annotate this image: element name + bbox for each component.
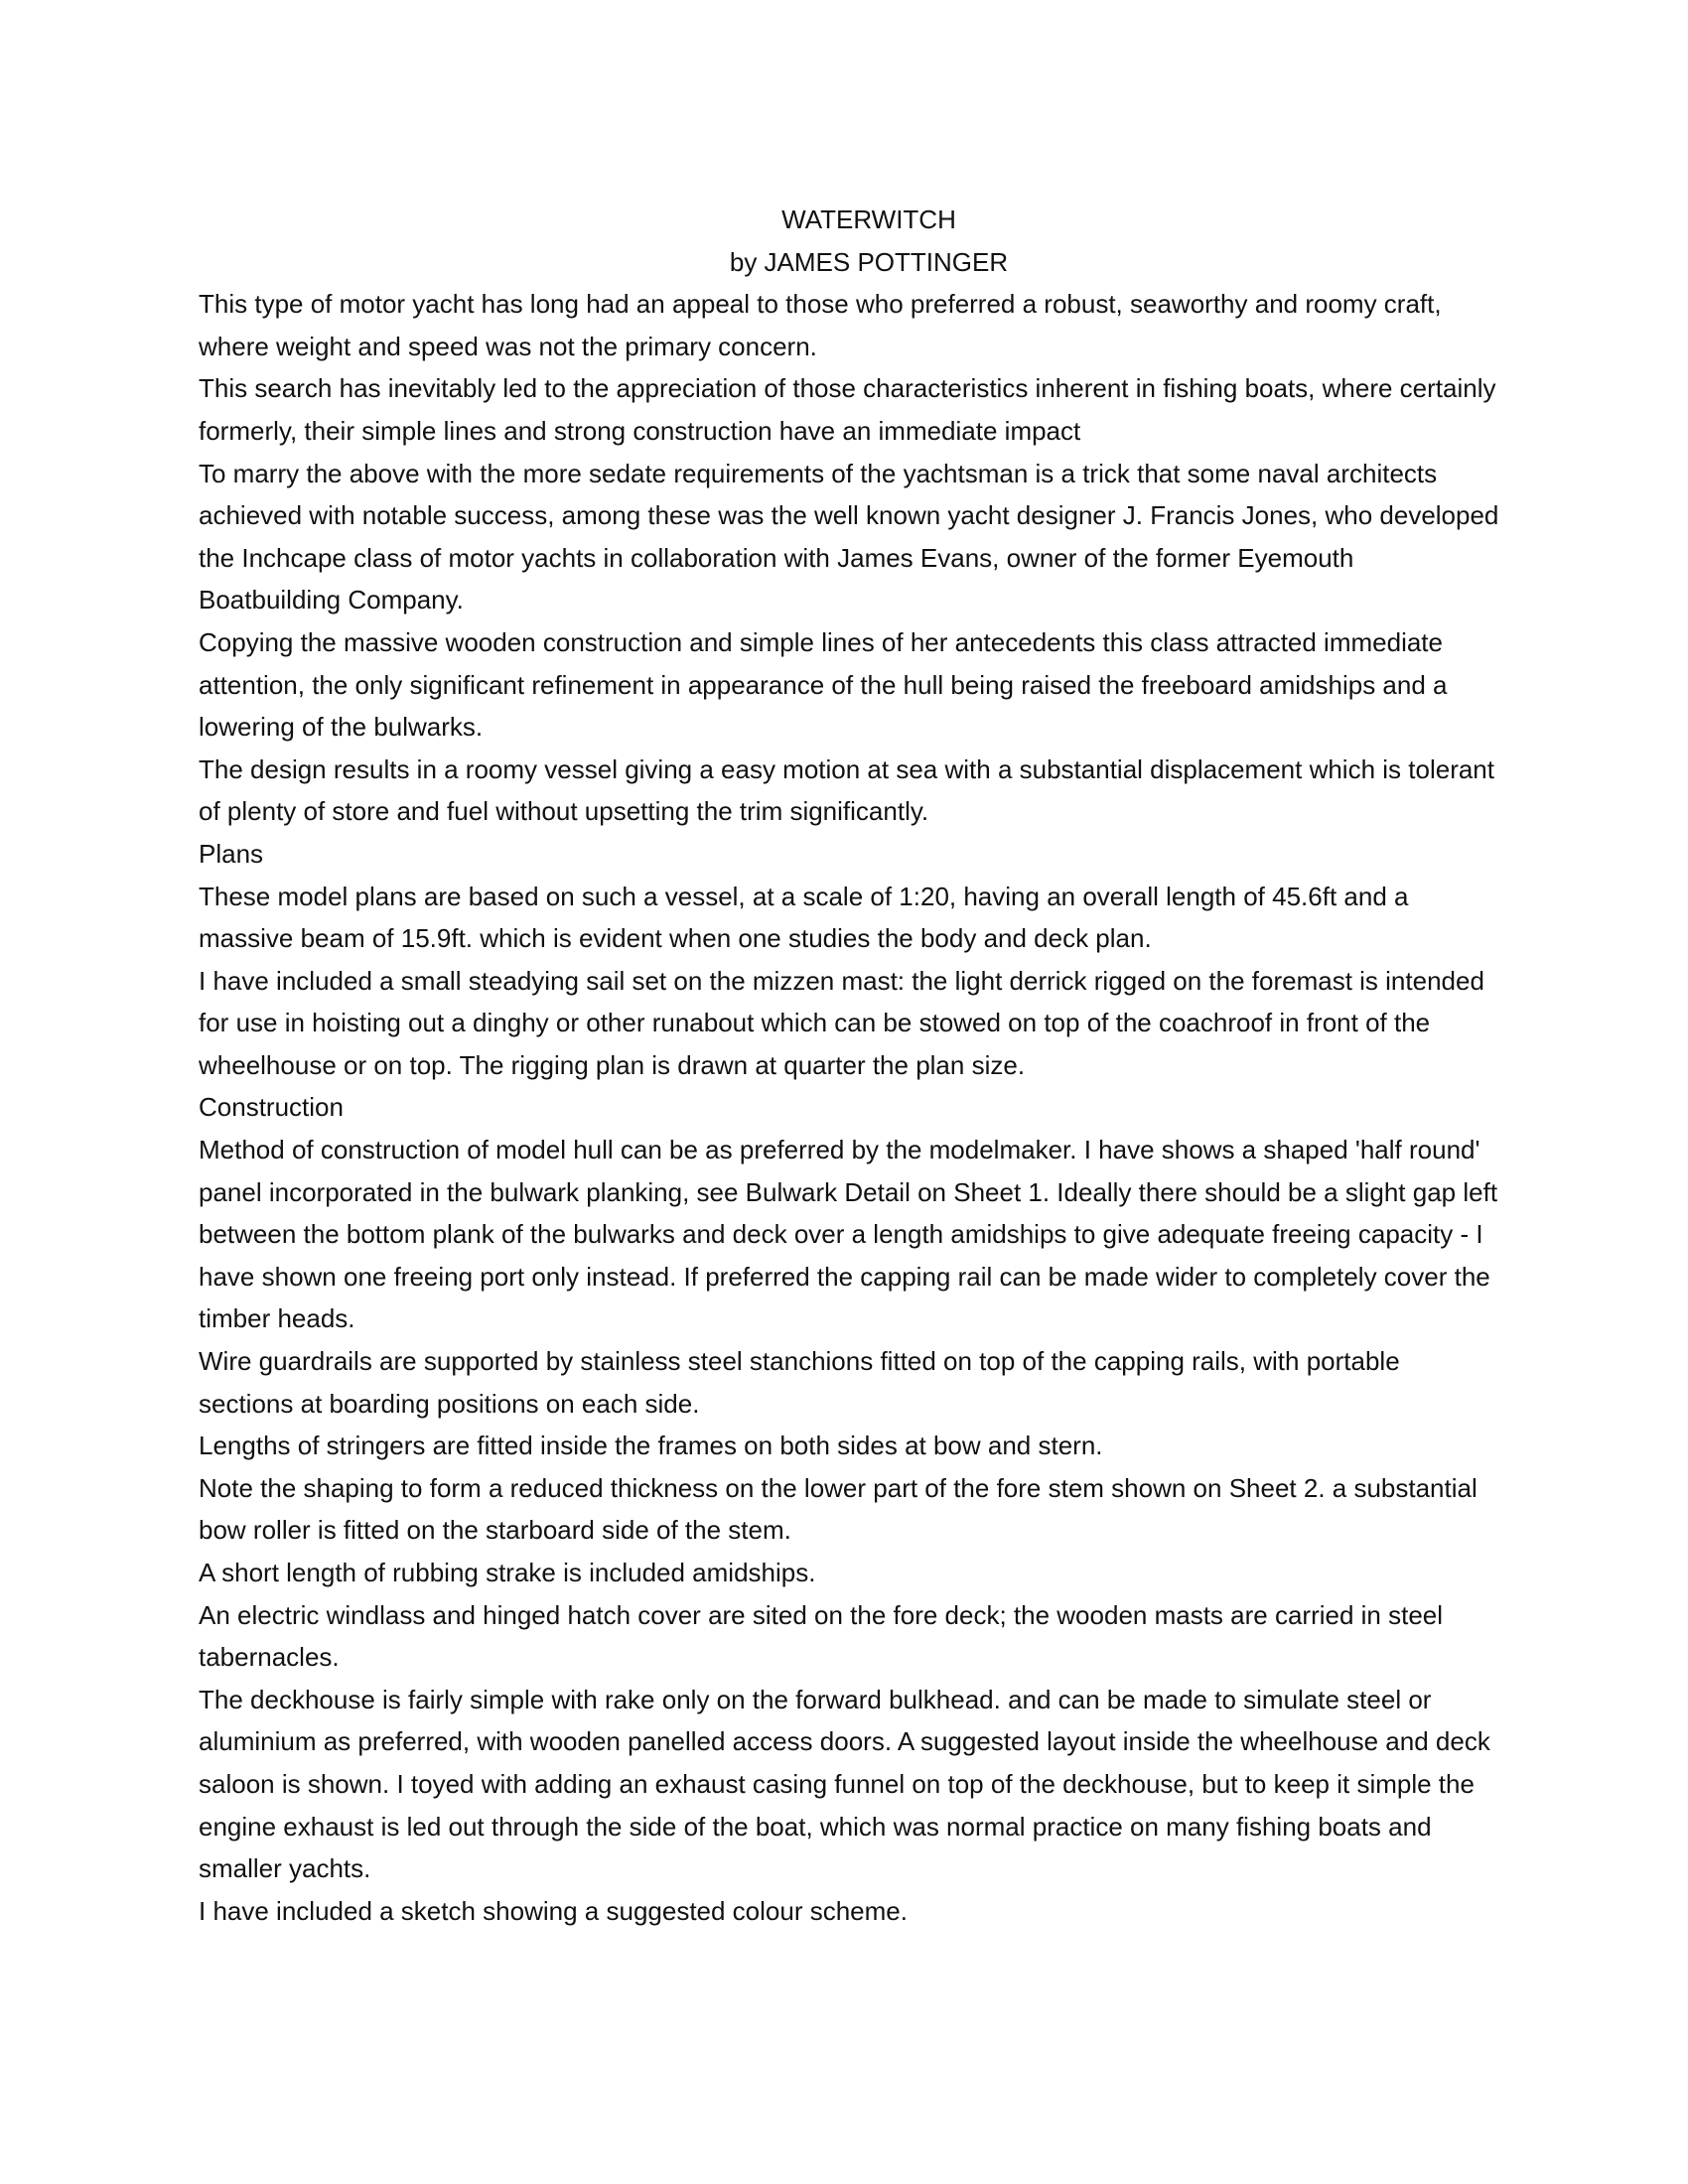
document-title: WATERWITCH — [781, 205, 956, 234]
paragraph-windlass: An electric windlass and hinged hatch cover are sited on the fore deck; the wooden masts are carried in steel tabernacles. — [199, 1599, 1444, 1673]
paragraph-antecedents: Copying the massive wooden construction and simple lines of her antecedents this class attracted immediate attention, the only significant refinement in appearance of the hull being raised the freeboard amidships and a lowering of the bulwarks. — [199, 626, 1448, 743]
paragraph-colour-scheme: I have included a sketch showing a suggested colour scheme. — [199, 1895, 908, 1926]
paragraph-fishing-boats: This search has inevitably led to the appreciation of those characteristics inherent in fishing boats, where certainly formerly, their simple lines and strong construction have an immediate impact — [199, 373, 1496, 446]
paragraph-inchcape-class: To marry the above with the more sedate requirements of the yachtsman is a trick that some naval architects achieved with notable success, among these was the well known yacht designer J. Francis Jones, who developed the Inchcape class of motor yachts in collaboration with James Evans, owner of the former Eyemouth Boatbuilding Company. — [199, 458, 1499, 615]
paragraph-design-results: The design results in a roomy vessel giving a easy motion at sea with a substantial displacement which is tolerant of plenty of store and fuel without upsetting the trim significantly. — [199, 753, 1494, 827]
paragraph-model-plans: These model plans are based on such a vessel, at a scale of 1:20, having an overall length of 45.6ft and a massive beam of 15.9ft. which is evident when one studies the body and deck plan. — [199, 881, 1409, 954]
paragraph-stringers: Lengths of stringers are fitted inside the frames on both sides at bow and stern. — [199, 1431, 1103, 1461]
paragraph-hull-construction: Method of construction of model hull can be as preferred by the modelmaker. I have shows a shaped 'half round' panel incorporated in the bulwark planking, see Bulwark Detail on Sheet 1. Ideally there should be a slight gap left between the bottom plank of the bulwarks and deck over a length amidships to give adequate freeing capacity - I have shown one freeing port only instead. If preferred the capping rail can be made wider to completely cover the timber heads. — [199, 1135, 1498, 1334]
section-heading-plans: Plans — [199, 838, 264, 869]
paragraph-steadying-sail: I have included a small steadying sail set on the mizzen mast: the light derrick rigged on the foremast is intended for use in hoisting out a dinghy or other runabout which can be stowed on top of the coachroof in front of the wheelhouse or on top. The rigging plan is drawn at quarter the plan size. — [199, 965, 1484, 1080]
paragraph-guardrails: Wire guardrails are supported by stainless steel stanchions fitted on top of the capping rails, with portable sections at boarding positions on each side. — [199, 1346, 1400, 1419]
paragraph-rubbing-strake: A short length of rubbing strake is included amidships. — [199, 1558, 816, 1587]
paragraph-intro: This type of motor yacht has long had an appeal to those who preferred a robust, seaworthy and roomy craft, where weight and speed was not the primary concern. — [199, 289, 1442, 361]
document-body — [199, 199, 1499, 1932]
paragraph-deckhouse: The deckhouse is fairly simple with rake only on the forward bulkhead. and can be made to simulate steel or aluminium as preferred, with wooden panelled access doors. A suggested layout inside the wheelhouse and deck saloon is shown. I toyed with adding an exhaust casing funnel on top of the deckhouse, but to keep it simple the engine exhaust is led out through the side of the boat, which was normal practice on many fishing boats and smaller yachts. — [199, 1684, 1490, 1884]
paragraph-fore-stem: Note the shaping to form a reduced thickness on the lower part of the fore stem shown on Sheet 2. a substantial bow roller is fitted on the starboard side of the stem. — [199, 1472, 1477, 1546]
section-heading-construction: Construction — [199, 1092, 344, 1123]
document-byline: by JAMES POTTINGER — [729, 246, 1009, 277]
